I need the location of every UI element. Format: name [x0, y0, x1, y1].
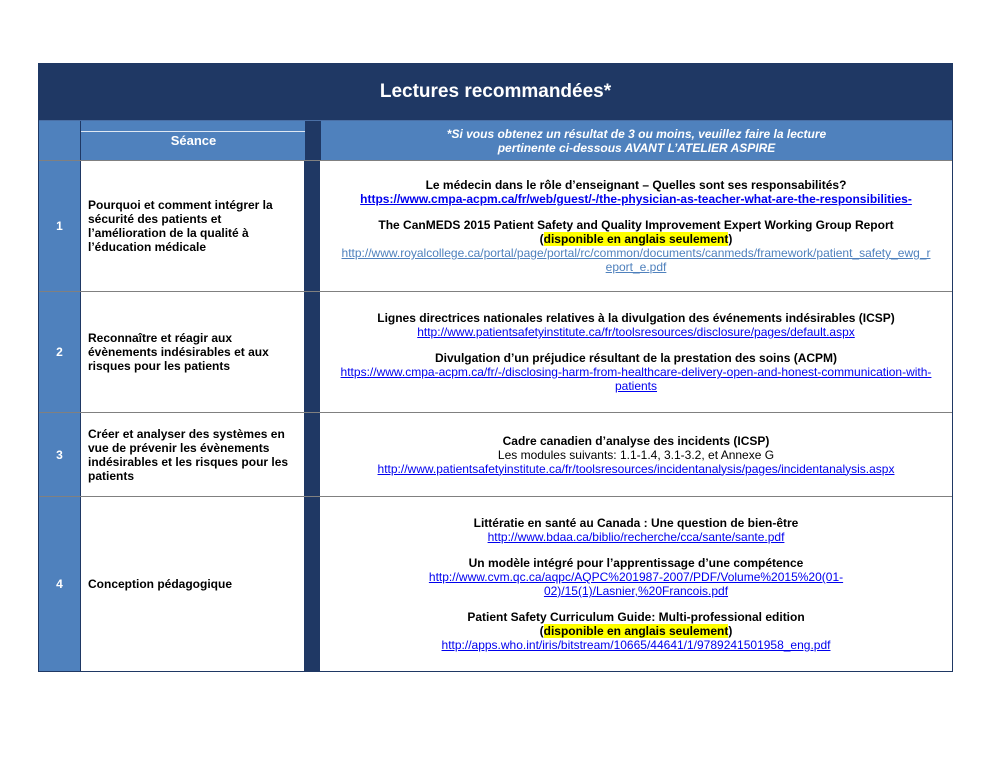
row-bar	[304, 497, 320, 671]
reading-link[interactable]: http://www.bdaa.ca/biblio/recherche/cca/sante/sante.pdf	[487, 530, 785, 544]
row-number: 1	[39, 161, 80, 291]
reading-link[interactable]: https://www.cmpa-acpm.ca/fr/web/guest/-/the-physician-as-teacher-what-are-the-responsibilities-	[360, 192, 912, 206]
reading-title: The CanMEDS 2015 Patient Safety and Quality Improvement Expert Working Group Report	[378, 218, 894, 232]
readings-table	[38, 63, 953, 672]
session-title: Pourquoi et comment intégrer la sécurité des patients et l’amélioration de la qualité à l’éducation médicale	[80, 161, 304, 291]
reading-subtitle: Les modules suivants: 1.1-1.4, 3.1-3.2, et Annexe G	[497, 447, 775, 462]
header-num-cell	[39, 121, 81, 160]
row-number: 2	[39, 292, 80, 412]
table-row	[39, 497, 952, 671]
reading-link[interactable]: https://www.cmpa-acpm.ca/fr/-/disclosing-harm-from-healthcare-delivery-open-and-honest-communication-with-	[340, 365, 932, 379]
reading-link[interactable]: http://www.cvm.qc.ca/aqpc/AQPC%201987-2007/PDF/Volume%2015%20(01-	[428, 570, 844, 584]
table-title: Lectures recommandées*	[39, 64, 952, 121]
header-note	[321, 121, 952, 160]
table-row	[39, 292, 952, 413]
reading-link[interactable]: http://www.patientsafetyinstitute.ca/fr/toolsresources/disclosure/pages/default.aspx	[417, 325, 855, 339]
reading-title: Littératie en santé au Canada : Une question de bien-être	[473, 516, 799, 530]
header-seance-label: Séance	[170, 132, 217, 148]
reading-link-cont[interactable]: patients	[614, 379, 658, 393]
reading-link[interactable]: http://apps.who.int/iris/bitstream/10665/44641/1/9789241501958_eng.pdf	[441, 638, 831, 652]
english-only-highlight: disponible en anglais seulement	[543, 232, 729, 246]
row-bar	[304, 161, 320, 291]
reading-link-cont[interactable]: eport_e.pdf	[605, 260, 667, 274]
readings-cell	[320, 292, 952, 412]
english-only-highlight: disponible en anglais seulement	[543, 624, 729, 638]
readings-cell	[320, 497, 952, 671]
row-number: 3	[39, 413, 80, 496]
reading-title: Cadre canadien d’analyse des incidents (ICSP)	[502, 433, 770, 448]
readings-cell	[320, 413, 952, 496]
availability-note: (disponible en anglais seulement)	[539, 232, 733, 246]
reading-title: Un modèle intégré pour l’apprentissage d’une compétence	[468, 556, 804, 570]
reading-title: Le médecin dans le rôle d’enseignant – Quelles sont ses responsabilités?	[425, 178, 847, 192]
reading-title: Lignes directrices nationales relatives à la divulgation des événements indésirables (ICSP)	[377, 311, 895, 325]
reading-link[interactable]: http://www.patientsafetyinstitute.ca/fr/toolsresources/incidentanalysis/pages/incidentanalysis.aspx	[377, 461, 895, 476]
session-title: Créer et analyser des systèmes en vue de prévenir les évènements indésirables et les risques pour les patients	[80, 413, 304, 496]
table-row	[39, 413, 952, 497]
availability-note: (disponible en anglais seulement)	[539, 624, 733, 638]
header-row	[39, 121, 952, 161]
session-title: Conception pédagogique	[80, 497, 304, 671]
reading-title: Divulgation d’un préjudice résultant de la prestation des soins (ACPM)	[434, 351, 838, 365]
session-title: Reconnaître et réagir aux évènements indésirables et aux risques pour les patients	[80, 292, 304, 412]
reading-link-cont[interactable]: 02)/15(1)/Lasnier,%20Francois.pdf	[543, 584, 729, 598]
reading-link[interactable]: http://www.royalcollege.ca/portal/page/portal/rc/common/documents/canmeds/framework/patient_safety_ewg_r	[341, 246, 931, 260]
row-number: 4	[39, 497, 80, 671]
header-seance-cell	[81, 121, 305, 160]
table-row	[39, 161, 952, 292]
header-note-line2: pertinente ci-dessous AVANT L’ATELIER ASPIRE	[497, 140, 776, 155]
header-note-line1: *Si vous obtenez un résultat de 3 ou moins, veuillez faire la lecture	[446, 126, 827, 141]
header-bar	[305, 121, 321, 160]
readings-cell	[320, 161, 952, 291]
row-bar	[304, 413, 320, 496]
reading-title: Patient Safety Curriculum Guide: Multi-professional edition	[467, 610, 805, 624]
row-bar	[304, 292, 320, 412]
header-divider	[81, 131, 305, 132]
